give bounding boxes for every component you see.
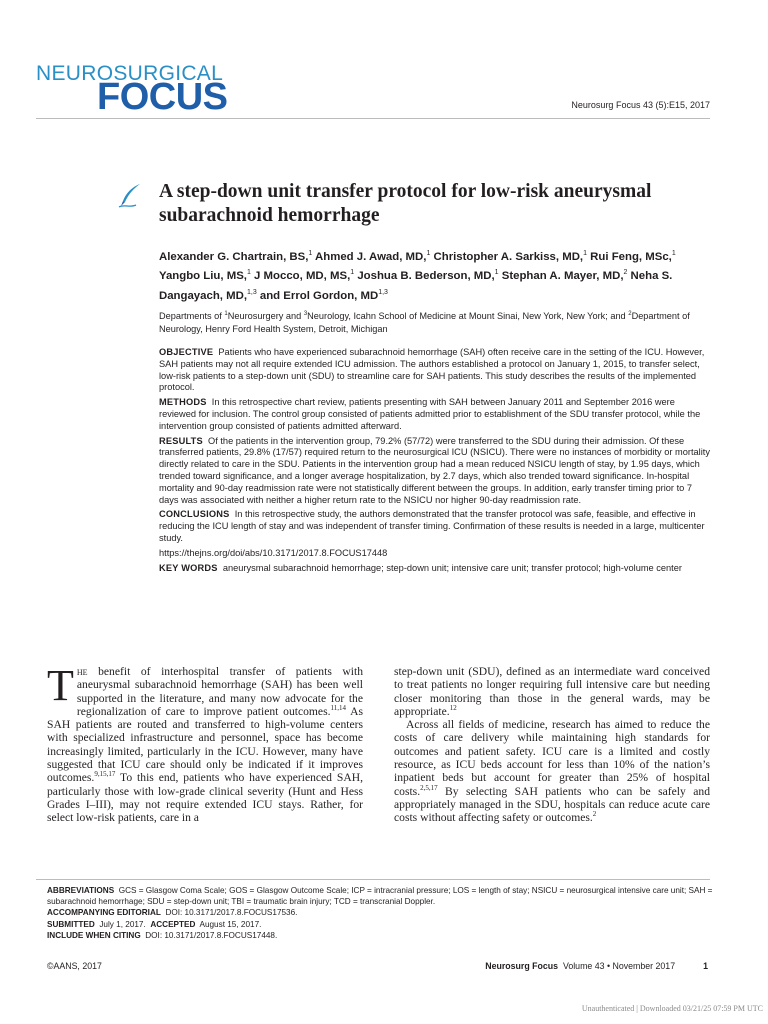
objective-heading: OBJECTIVE <box>159 347 214 357</box>
conclusions-text: In this retrospective study, the authors demonstrated that the transfer protocol was safe, feasible, and effective in reducing the ICU length of stay and was independent of transfer timing. Confirmation of these results is needed in a large, multicenter study. <box>159 509 705 543</box>
citing-doi: DOI: 10.3171/2017.8.FOCUS17448. <box>145 930 278 940</box>
page-number: 1 <box>703 961 708 971</box>
citing-note <box>47 930 717 941</box>
article-title: A step-down unit transfer protocol for low-risk aneurysmal subarachnoid hemorrhage <box>159 181 652 226</box>
affiliations: Departments of $^1$Neurosurgery and $^3$Neurology, Icahn School of Medicine at Mount Sinai, New York, New York; and $^2$Department of Neurology, Henry Ford Health System, Detroit, Michigan <box>159 311 690 334</box>
keywords-text: aneurysmal subarachnoid hemorrhage; step-down unit; intensive care unit; transfer protocol; high-volume center <box>222 562 682 573</box>
accepted-heading: ACCEPTED <box>150 919 196 929</box>
volume-date: Volume 43 • November 2017 <box>562 961 676 971</box>
accepted-date: August 15, 2017. <box>199 919 262 929</box>
running-footer <box>485 961 708 971</box>
download-watermark: Unauthenticated | Downloaded 03/21/25 07:59 PM UTC <box>581 1004 763 1013</box>
copyright: ©AANS, 2017 <box>47 961 102 971</box>
editorial-note <box>47 907 717 918</box>
body-paragraph: step-down unit (SDU), defined as an intermediate ward conceived to treat patients no longer requiring full intensive care but needing closer monitoring than those in the general wards, may be appropriate.$^{12}$ <box>394 665 710 718</box>
abstract-keywords <box>159 563 714 575</box>
body-paragraph <box>47 661 363 825</box>
body-column-right <box>394 665 710 825</box>
abstract-methods <box>159 397 714 432</box>
submitted-heading: SUBMITTED <box>47 919 95 929</box>
drop-cap: T <box>47 661 74 710</box>
journal-citation: Neurosurg Focus 43 (5):E15, 2017 <box>571 100 710 110</box>
abstract-conclusions <box>159 509 714 544</box>
citing-heading: INCLUDE WHEN CITING <box>47 930 141 940</box>
results-heading: RESULTS <box>159 435 203 446</box>
abbreviations-heading: ABBREVIATIONS <box>47 886 115 895</box>
abstract <box>159 347 714 577</box>
body-text-left: he benefit of interhospital transfer of patients with aneurysmal subarachnoid hemorrhage (SAH) has been well supported in the literature, and many now advocate for the regionalization of care to improve patient outcomes.$^{11,14}$ As SAH patients are routed and transferred to high-volume centers with specialized infrastructure and personnel, space has become increasingly limited, particularly in the ICU. However, many have suggested that ICU care should only be indicated if it improves outcomes.$^{9,15,17}$ To this end, patients who have experienced SAH, particularly those with low-grade clinical severity (Hunt and Hess Grades I–III), may not require extended ICU stays. Rather, for select low-risk patients, care in a <box>47 665 363 825</box>
editorial-text: DOI: 10.3171/2017.8.FOCUS17536. <box>165 908 298 918</box>
keywords-heading: KEY WORDS <box>159 562 218 573</box>
journal-name: Neurosurg Focus <box>485 961 559 971</box>
abbreviations-note <box>47 885 717 907</box>
article-footnotes <box>47 885 717 941</box>
dates-note <box>47 919 717 930</box>
abstract-objective <box>159 347 714 394</box>
objective-text: Patients who have experienced subarachnoid hemorrhage (SAH) often receive care in the setting of the ICU. However, SAH patients may not all require extended ICU admission. The authors established a protocol on January 1, 2015, to transfer select, low-risk patients to a step-down unit (SDU) to streamline care for SAH patients. This study describes the results of the implemented protocol. <box>159 347 705 393</box>
footer-divider <box>36 879 710 880</box>
results-text: Of the patients in the intervention group, 79.2% (57/72) were transferred to the SDU during their admission. Of these transferred patients, 29.8% (17/57) required return to the neurosurgical ICU (NSICU). There were no instances of morbidity or mortality directly related to care in the SDU. Patients in the intervention group had a mean reduced NSICU length of stay, by 1.95 days, which trended toward significance, and a longer average hospitalization, by 2.7 days, which also trended toward significance. In-hospital mortality and 90-day readmission rate were not statistically different between the groups. In addition, early transfer timing prior to 7 days was associated with neither a higher return rate to the NSICU nor higher 90-day readmission rate. <box>159 435 710 505</box>
abstract-results <box>159 436 714 507</box>
journal-logo-line2: FOCUS <box>97 76 228 118</box>
journal-logo-line1: NEUROSURGICAL <box>36 62 224 85</box>
doi-link[interactable]: https://thejns.org/doi/abs/10.3171/2017.8.FOCUS17448 <box>159 547 388 558</box>
methods-heading: METHODS <box>159 397 207 408</box>
header-divider <box>36 118 710 119</box>
conclusions-heading: CONCLUSIONS <box>159 509 230 520</box>
body-column-left <box>47 661 363 825</box>
editorial-heading: ACCOMPANYING EDITORIAL <box>47 908 161 918</box>
author-list: Alexander G. Chartrain, BS,$^1$ Ahmed J. Awad, MD,$^1$ Christopher A. Sarkiss, MD,$^1$ Rui Feng, MSc,$^1$ Yangbo Liu, MS,$^1$ J Mocco, MD, MS,$^1$ Joshua B. Bederson, MD,$^1$ Stephan A. Mayer, MD,$^2$ Neha S. Dangayach, MD,$^{1,3}$ and Errol Gordon, MD$^{1,3}$ <box>159 250 676 302</box>
methods-text: In this retrospective chart review, patients presenting with SAH between January 2011 and September 2016 were reviewed for inclusion. The control group consisted of patients admitted prior to establishment of the SDU transfer protocol, while the intervention group consisted of patients admitted afterward. <box>159 397 701 431</box>
body-paragraph: Across all fields of medicine, research has aimed to reduce the costs of care delivery while maintaining high standards for outcomes and patient safety. ICU care is a limited and costly resource, as ICU beds account for less than 10% of the nation’s inpatient beds but account for greater than 25% of hospital costs.$^{2,5,17}$ By selecting SAH patients who can be safely and appropriately managed in the SDU, hospitals can reduce acute care costs without affecting safety or outcomes.$^2$ <box>394 718 710 825</box>
abbreviations-text: GCS = Glasgow Coma Scale; GOS = Glasgow Outcome Scale; ICP = intracranial pressure; LOS = length of stay; NSICU = neurosurgical intensive care unit; SAH = subarachnoid hemorrhage; SDU = step-down unit; TBI = traumatic brain injury; TCD = transcranial Doppler. <box>47 886 713 907</box>
quill-pen-icon <box>116 182 144 210</box>
submitted-date: July 1, 2017. <box>99 919 146 929</box>
